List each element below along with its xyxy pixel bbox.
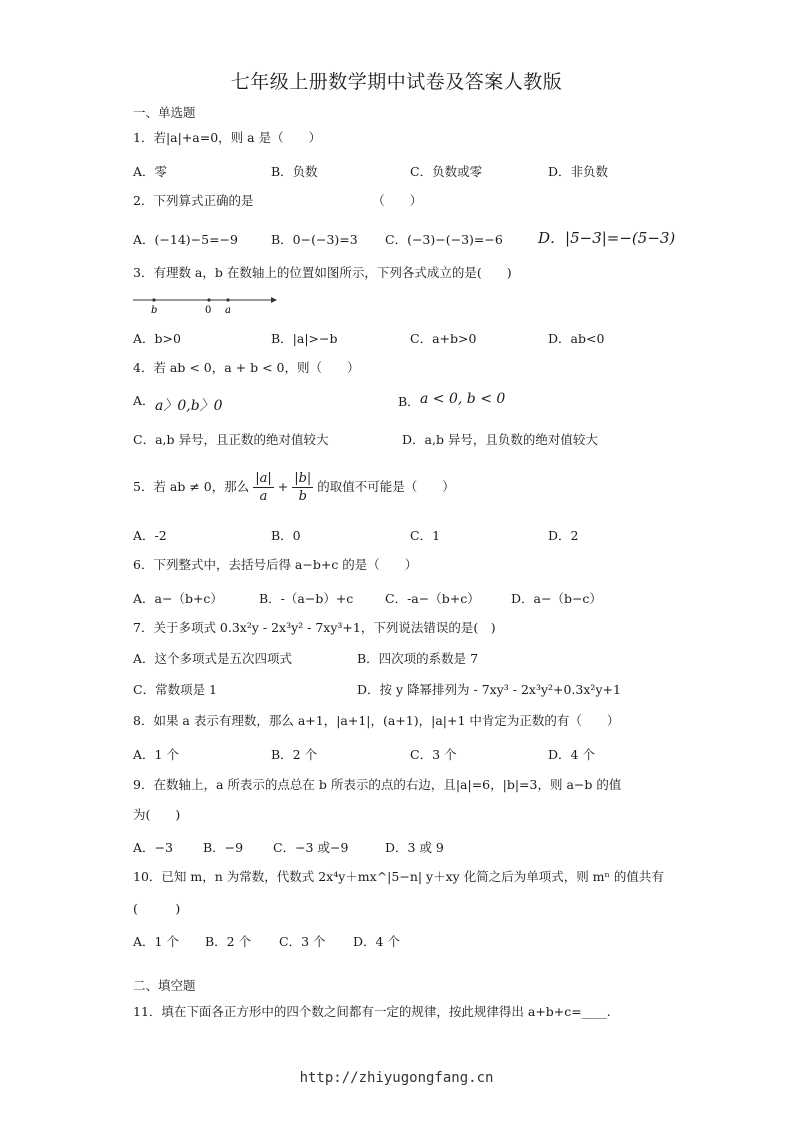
- option-a: A．b>0: [133, 331, 181, 346]
- question-4-option-c: C．a,b 异号，且正数的绝对值较大: [133, 432, 329, 447]
- footer-url: http://zhiyugongfang.cn: [299, 1070, 494, 1086]
- option-d: D．4 个: [548, 747, 595, 762]
- question-7-option-d: D．按 y 降幂排列为 - 7xy³ - 2x³y²+0.3x²y+1: [357, 682, 621, 697]
- option-b: B．2 个: [205, 934, 252, 949]
- question-8: 8．如果 a 表示有理数，那么 a+1，|a+1|，(a+1)，|a|+1 中肯定为正数的有（ ）: [133, 713, 620, 728]
- question-4: 4．若 ab < 0，a + b < 0，则（ ）: [133, 360, 360, 375]
- page-title: 七年级上册数学期中试卷及答案人教版: [230, 71, 563, 93]
- question-4-option-a: a〉0,b〉0: [155, 398, 223, 414]
- option-c: C．负数或零: [410, 164, 483, 179]
- question-1-options: [133, 162, 733, 178]
- option-a: A．a−（b+c）: [133, 591, 223, 606]
- question-5-suffix: 的取值不可能是（ ）: [317, 479, 455, 494]
- number-line-arrow: [271, 297, 277, 303]
- question-9-options: [133, 838, 733, 854]
- point-b: [152, 298, 155, 301]
- option-c: C．3 个: [410, 747, 457, 762]
- question-11: 11．填在下面各正方形中的四个数之间都有一定的规律，按此规律得出 a+b+c=____.: [133, 1004, 611, 1019]
- question-5-options: [133, 526, 733, 542]
- option-d: D．2: [548, 528, 579, 543]
- option-d: D．ab<0: [548, 331, 605, 346]
- plus-sign: +: [277, 479, 289, 494]
- option-d: D．非负数: [548, 164, 609, 179]
- question-2: 2．下列算式正确的是 （ ）: [133, 193, 423, 208]
- fraction-numerator: |b|: [294, 471, 312, 486]
- option-b: B．2 个: [271, 747, 318, 762]
- option-d: D．3 或 9: [385, 840, 444, 855]
- question-10-line-2: ( ): [133, 901, 181, 916]
- question-10-line-1: 10．已知 m，n 为常数，代数式 2x⁴y＋mx^|5−n| y＋xy 化简之后为单项式，则 mⁿ 的值共有: [133, 869, 664, 884]
- question-4-option-d: D．a,b 异号，且负数的绝对值较大: [402, 432, 598, 447]
- option-d: D．|5−3|=−(5−3): [538, 229, 676, 247]
- option-b: B．|a|>−b: [271, 331, 338, 346]
- option-b: B．负数: [271, 164, 318, 179]
- option-b: B．0−(−3)=3: [271, 232, 358, 247]
- label-b: b: [151, 305, 158, 316]
- question-5: [133, 470, 455, 505]
- question-2-options: [133, 230, 733, 246]
- number-line-figure: [133, 296, 283, 318]
- question-7-option-a: A．这个多项式是五次四项式: [133, 651, 293, 666]
- question-7: 7．关于多项式 0.3x²y - 2x³y² - 7xy³+1，下列说法错误的是( ): [133, 620, 496, 635]
- option-a: A．-2: [133, 528, 167, 543]
- question-9-line-2: 为( ): [133, 807, 181, 822]
- option-a: A．零: [133, 164, 168, 179]
- question-4-option-b: a < 0, b < 0: [420, 391, 506, 407]
- point-a: [226, 298, 229, 301]
- option-c: C．-a−（b+c）: [385, 591, 480, 606]
- fraction-abs-a-over-a: [253, 470, 274, 505]
- question-3: 3．有理数 a，b 在数轴上的位置如图所示，下列各式成立的是( ): [133, 265, 512, 280]
- point-zero: [207, 298, 210, 301]
- question-10-options: [133, 932, 733, 948]
- option-b: B．−9: [203, 840, 244, 855]
- option-c: C．1: [410, 528, 441, 543]
- option-b: B．-（a−b）+c: [259, 591, 354, 606]
- section-heading-fill-in: 二、填空题: [133, 978, 196, 993]
- question-7-option-c: C．常数项是 1: [133, 682, 217, 697]
- option-d: D．a−（b−c）: [511, 591, 602, 606]
- question-4-option-a-label: A．: [133, 393, 155, 408]
- question-9-line-1: 9．在数轴上，a 所表示的点总在 b 所表示的点的右边，且|a|=6，|b|=3，则 a−b 的值: [133, 777, 622, 792]
- option-b: B．0: [271, 528, 301, 543]
- option-c: C．a+b>0: [410, 331, 477, 346]
- question-5-prefix: 5．若 ab ≠ 0，那么: [133, 479, 250, 494]
- fraction-denominator: a: [259, 489, 268, 504]
- question-6: 6．下列整式中，去括号后得 a−b+c 的是（ ）: [133, 557, 418, 572]
- question-3-options: [133, 329, 733, 345]
- question-7-option-b: B．四次项的系数是 7: [357, 651, 479, 666]
- question-4-option-b-label: B．: [398, 394, 420, 409]
- question-1: 1．若|a|+a=0，则 a 是（ ）: [133, 130, 322, 145]
- option-c: C．(−3)−(−3)=−6: [385, 232, 503, 247]
- option-a: A．1 个: [133, 934, 179, 949]
- option-a: A．1 个: [133, 747, 179, 762]
- option-c: C．−3 或−9: [273, 840, 349, 855]
- label-zero: 0: [205, 305, 212, 316]
- option-c: C．3 个: [279, 934, 326, 949]
- fraction-denominator: b: [298, 489, 307, 504]
- option-a: A．−3: [133, 840, 173, 855]
- section-heading-single-choice: 一、单选题: [133, 105, 196, 120]
- option-d: D．4 个: [353, 934, 400, 949]
- option-a: A．(−14)−5=−9: [133, 232, 238, 247]
- question-8-options: [133, 745, 733, 761]
- fraction-abs-b-over-b: [292, 470, 313, 505]
- question-6-options: [133, 589, 733, 605]
- fraction-numerator: |a|: [255, 471, 272, 486]
- label-a: a: [225, 305, 231, 316]
